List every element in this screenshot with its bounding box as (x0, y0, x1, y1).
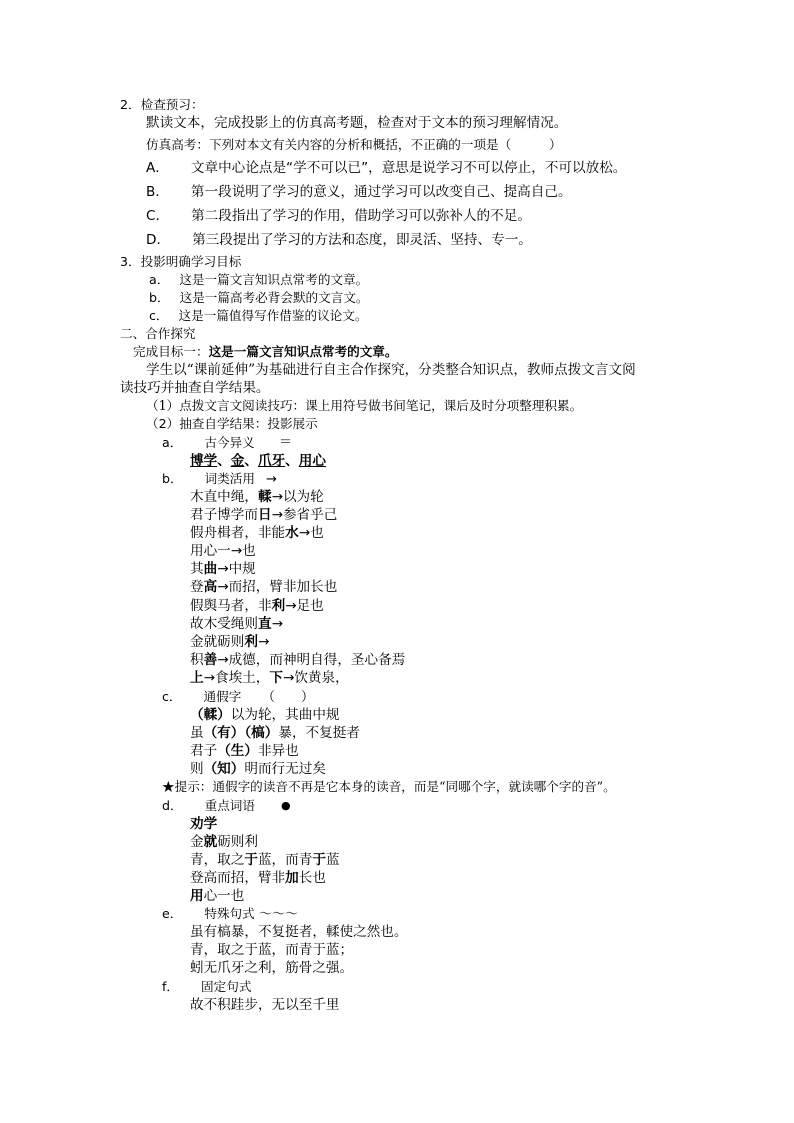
goal1-label: 完成目标一： (133, 344, 209, 359)
section2-intro: 默读文本，完成投影上的仿真高考题，检查对于文本的预习理解情况。 (146, 115, 568, 131)
item-d-heading (162, 800, 255, 813)
option-label: A． (146, 160, 169, 176)
separator: 、 (217, 453, 231, 469)
item-title: 特殊句式 (204, 906, 255, 921)
tip-note: ★提示：通假字的读音不再是它本身的读音，而是“同哪个字，就读哪个字的音”。 (162, 779, 616, 794)
example-line: 故不积跬步，无以至千里 (190, 997, 340, 1013)
goal-text: 这是一篇高考必背会默的文言文。 (179, 290, 369, 305)
example-line: 上→食埃土，下→饮黄泉， (190, 670, 349, 686)
example-line: 木直中绳，輮→以为轮 (190, 489, 324, 505)
example-line: 虽（有）（槁）暴，不复挺者 (190, 725, 360, 741)
goal-label: a． (149, 272, 170, 287)
example-line: 假舆马者，非利→足也 (190, 598, 324, 614)
ancient-modern-words (190, 455, 326, 469)
goal-item-b (149, 292, 369, 305)
step-1: （1）点拨文言文阅读技巧：课上用符号做书间笔记，课后及时分项整理积累。 (146, 398, 583, 413)
item-title: 词类活用 (204, 471, 255, 486)
goal-text: 这是一篇文言知识点常考的文章。 (179, 272, 369, 287)
example-line: 积善→成德，而神明自得，圣心备焉 (190, 652, 406, 668)
word: 用心 (298, 453, 326, 469)
wavy-symbol: ～～～ (259, 907, 299, 922)
option-label: C． (146, 208, 170, 224)
goal-item-a (149, 274, 368, 287)
separator: 、 (285, 453, 299, 469)
example-line: 青，取之于蓝，而青于蓝； (190, 942, 354, 958)
item-label: d． (162, 798, 183, 813)
example-line: 青，取之于蓝，而青于蓝 (190, 852, 340, 868)
example-line: 则（知）明而行无过矣 (190, 761, 326, 777)
item-f-heading (162, 981, 251, 994)
example-line: 劝学 (190, 816, 218, 832)
word: 金 (230, 453, 245, 469)
item-a-heading (162, 437, 255, 450)
option-text: 第二段指出了学习的作用，借助学习可以弥补人的不足。 (191, 208, 531, 224)
dot-symbol: ● (281, 799, 291, 812)
mock-exam-question: 仿真高考：下列对本文有关内容的分析和概括，不正确的一项是（ ） (146, 137, 562, 152)
option-text: 第三段提出了学习的方法和态度，即灵活、坚持、专一。 (192, 232, 532, 248)
item-title: 固定句式 (201, 979, 252, 994)
option-a (146, 162, 626, 176)
option-d (146, 234, 532, 248)
step-2: （2）抽查自学结果：投影展示 (146, 416, 318, 431)
item-label: b． (162, 471, 183, 486)
example-line: 假舟楫者，非能水→也 (190, 525, 324, 541)
option-c (146, 210, 531, 224)
example-line: 用心一也 (190, 888, 245, 904)
example-line: 金就砺则利 (190, 834, 258, 850)
goal-label: b． (149, 290, 170, 305)
example-line: 用心一→也 (190, 543, 256, 559)
goal-label: c． (149, 308, 169, 323)
item-c-heading (162, 691, 241, 704)
option-text: 第一段说明了学习的意义，通过学习可以改变自己、提高自己。 (190, 184, 572, 200)
example-line: 君子（生）非异也 (190, 743, 299, 759)
item-title: 古今异义 (204, 435, 255, 450)
section3-title: 3．投影明确学习目标 (120, 254, 242, 269)
item-b-heading (162, 473, 255, 486)
example-line: 君子博学而日→参省乎己 (190, 507, 338, 523)
parentheses-symbol: （ ） (262, 690, 315, 705)
item-label: c． (162, 689, 182, 704)
goal-item-c (149, 310, 367, 323)
item-title: 通假字 (203, 689, 242, 704)
separator: 、 (244, 453, 258, 469)
example-line: 虽有槁暴，不复挺者，輮使之然也。 (190, 924, 408, 940)
example-line: 故木受绳则直→ (190, 616, 283, 632)
arrow-symbol: → (266, 472, 277, 487)
option-label: D． (146, 232, 171, 248)
example-line: 金就砺则利→ (190, 634, 270, 650)
item-label: e． (162, 906, 183, 921)
section2-title: 2．检查预习： (120, 97, 204, 112)
item-label: f． (162, 979, 180, 994)
option-text: 文章中心论点是“学不可以已”，意思是说学习不可以停止，不可以放松。 (190, 160, 627, 176)
example-line: （輮）以为轮，其曲中规 (190, 707, 340, 723)
example-line: 登高而招，臂非加长也 (190, 870, 326, 886)
item-label: a． (162, 435, 183, 450)
paragraph-line-2: 读技巧并抽查自学结果。 (120, 380, 270, 396)
goal-text: 这是一篇值得写作借鉴的议论文。 (178, 308, 368, 323)
goal1-line (133, 346, 397, 359)
word: 爪牙 (257, 453, 286, 469)
paragraph-line-1: 学生以“课前延伸”为基础进行自主合作探究，分类整合知识点，教师点拨文言文阅 (146, 362, 636, 378)
equals-symbol: ＝ (279, 435, 293, 450)
item-e-heading (162, 908, 255, 921)
example-line: 其曲→中规 (190, 561, 256, 577)
example-line: 登高→而招，臂非加长也 (190, 579, 338, 595)
word: 博学 (190, 453, 218, 469)
goal1-text: 这是一篇文言知识点常考的文章。 (208, 344, 398, 359)
item-title: 重点词语 (204, 798, 255, 813)
part2-title: 二、合作探究 (120, 326, 196, 341)
option-b (146, 186, 572, 200)
option-label: B． (146, 184, 169, 200)
example-line: 蚓无爪牙之利，筋骨之强。 (190, 960, 354, 976)
